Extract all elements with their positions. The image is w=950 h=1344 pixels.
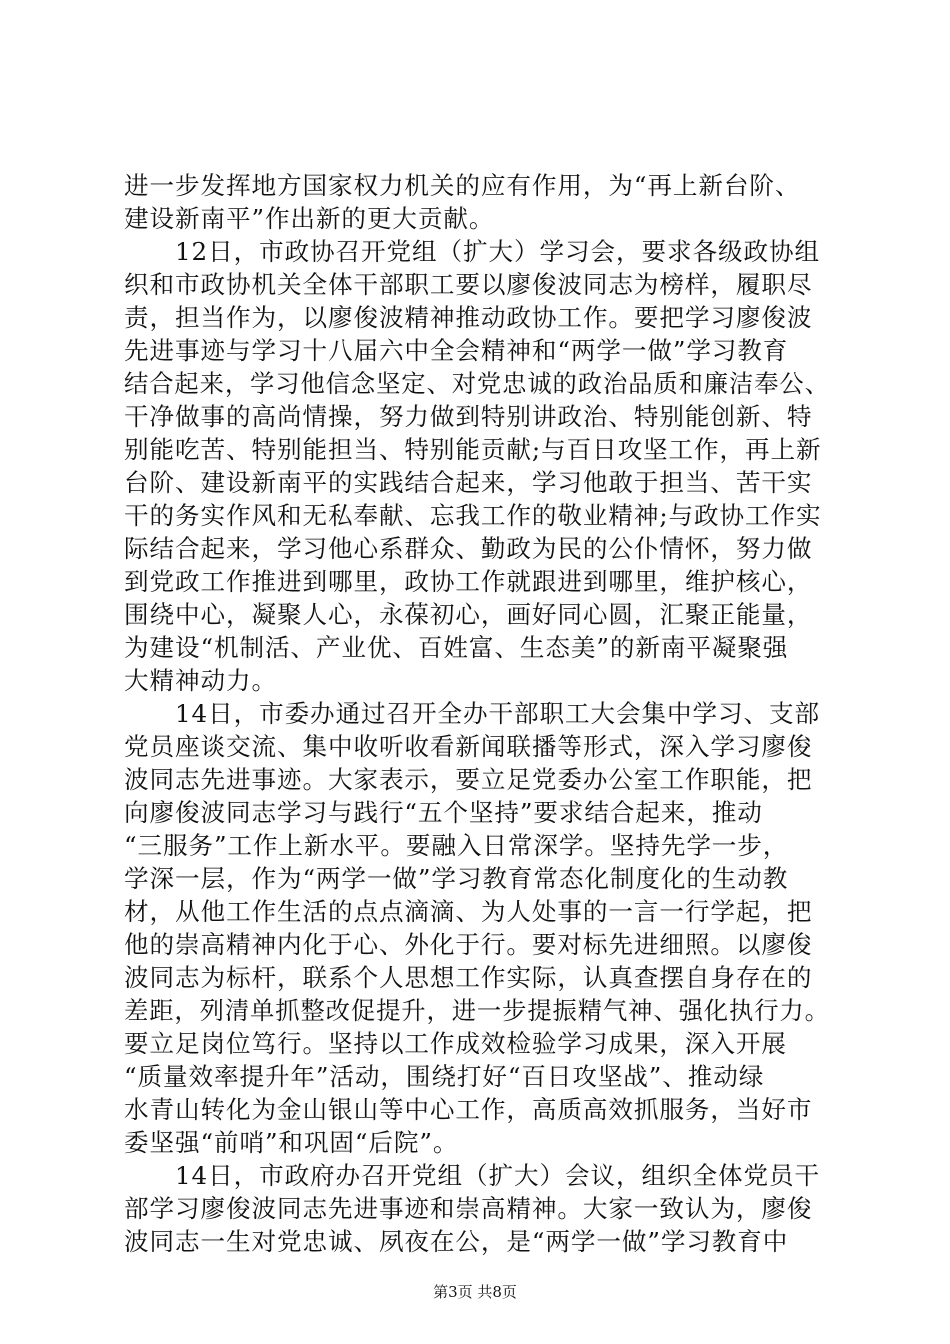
text-line: 委坚强“前哨”和巩固“后院”。 [124, 1128, 459, 1157]
text-line: “质量效率提升年”活动，围绕打好“百日攻坚战”、推动绿 [124, 1062, 765, 1091]
text-line: 部学习廖俊波同志先进事迹和崇高精神。大家一致认为，廖俊 [124, 1194, 813, 1223]
text-line: 为建设“机制活、产业优、百姓富、生态美”的新南平凝聚强 [124, 633, 789, 662]
text-line: 际结合起来，学习他心系群众、勤政为民的公仆情怀，努力做 [124, 534, 813, 563]
text-line: 围绕中心，凝聚人心，永葆初心，画好同心圆，汇聚正能量， [124, 600, 813, 629]
text-line: 波同志一生对党忠诚、夙夜在公，是“两学一做”学习教育中 [124, 1227, 789, 1256]
text-line: 责，担当作为，以廖俊波精神推动政协工作。要把学习廖俊波 [124, 303, 813, 332]
text-line: 波同志先进事迹。大家表示，要立足党委办公室工作职能，把 [124, 765, 813, 794]
text-line: 大精神动力。 [124, 666, 277, 695]
text-line: 建设新南平”作出新的更大贡献。 [124, 204, 495, 233]
text-line: 到党政工作推进到哪里，政协工作就跟进到哪里，维护核心， [124, 567, 813, 596]
text-line: 材，从他工作生活的点点滴滴、为人处事的一言一行学起，把 [124, 897, 813, 926]
text-line: 14日，市委办通过召开全办干部职工大会集中学习、支部 [124, 699, 820, 728]
text-line: 结合起来，学习他信念坚定、对党忠诚的政治品质和廉洁奉公、 [124, 369, 830, 398]
text-line: “三服务”工作上新水平。要融入日常深学。坚持先学一步， [124, 831, 789, 860]
text-line: 他的崇高精神内化于心、外化于行。要对标先进细照。以廖俊 [124, 930, 813, 959]
text-line: 别能吃苦、特别能担当、特别能贡献;与百日攻坚工作，再上新 [124, 435, 822, 464]
text-line: 党员座谈交流、集中收听收看新闻联播等形式，深入学习廖俊 [124, 732, 813, 761]
text-line: 进一步发挥地方国家权力机关的应有作用，为“再上新台阶、 [124, 171, 801, 200]
text-line: 向廖俊波同志学习与践行“五个坚持”要求结合起来，推动 [124, 798, 763, 827]
text-line: 差距，列清单抓整改促提升，进一步提振精气神、强化执行力。 [124, 996, 830, 1025]
text-line: 干净做事的高尚情操，努力做到特别讲政治、特别能创新、特 [124, 402, 813, 431]
text-line: 干的务实作风和无私奉献、忘我工作的敬业精神;与政协工作实 [124, 501, 822, 530]
text-line: 14日，市政府办召开党组（扩大）会议，组织全体党员干 [124, 1161, 820, 1190]
text-line: 先进事迹与学习十八届六中全会精神和“两学一做”学习教育 [124, 336, 789, 365]
text-line: 水青山转化为金山银山等中心工作，高质高效抓服务，当好市 [124, 1095, 813, 1124]
text-line: 12日，市政协召开党组（扩大）学习会，要求各级政协组 [124, 237, 820, 266]
text-line: 织和市政协机关全体干部职工要以廖俊波同志为榜样，履职尽 [124, 270, 813, 299]
text-line: 学深一层，作为“两学一做”学习教育常态化制度化的生动教 [124, 864, 789, 893]
text-line: 波同志为标杆，联系个人思想工作实际，认真查摆自身存在的 [124, 963, 813, 992]
text-line: 台阶、建设新南平的实践结合起来，学习他敢于担当、苦干实 [124, 468, 813, 497]
page-indicator: 第3页 共8页 [433, 1283, 517, 1301]
text-line: 要立足岗位笃行。坚持以工作成效检验学习成果，深入开展 [124, 1029, 787, 1058]
